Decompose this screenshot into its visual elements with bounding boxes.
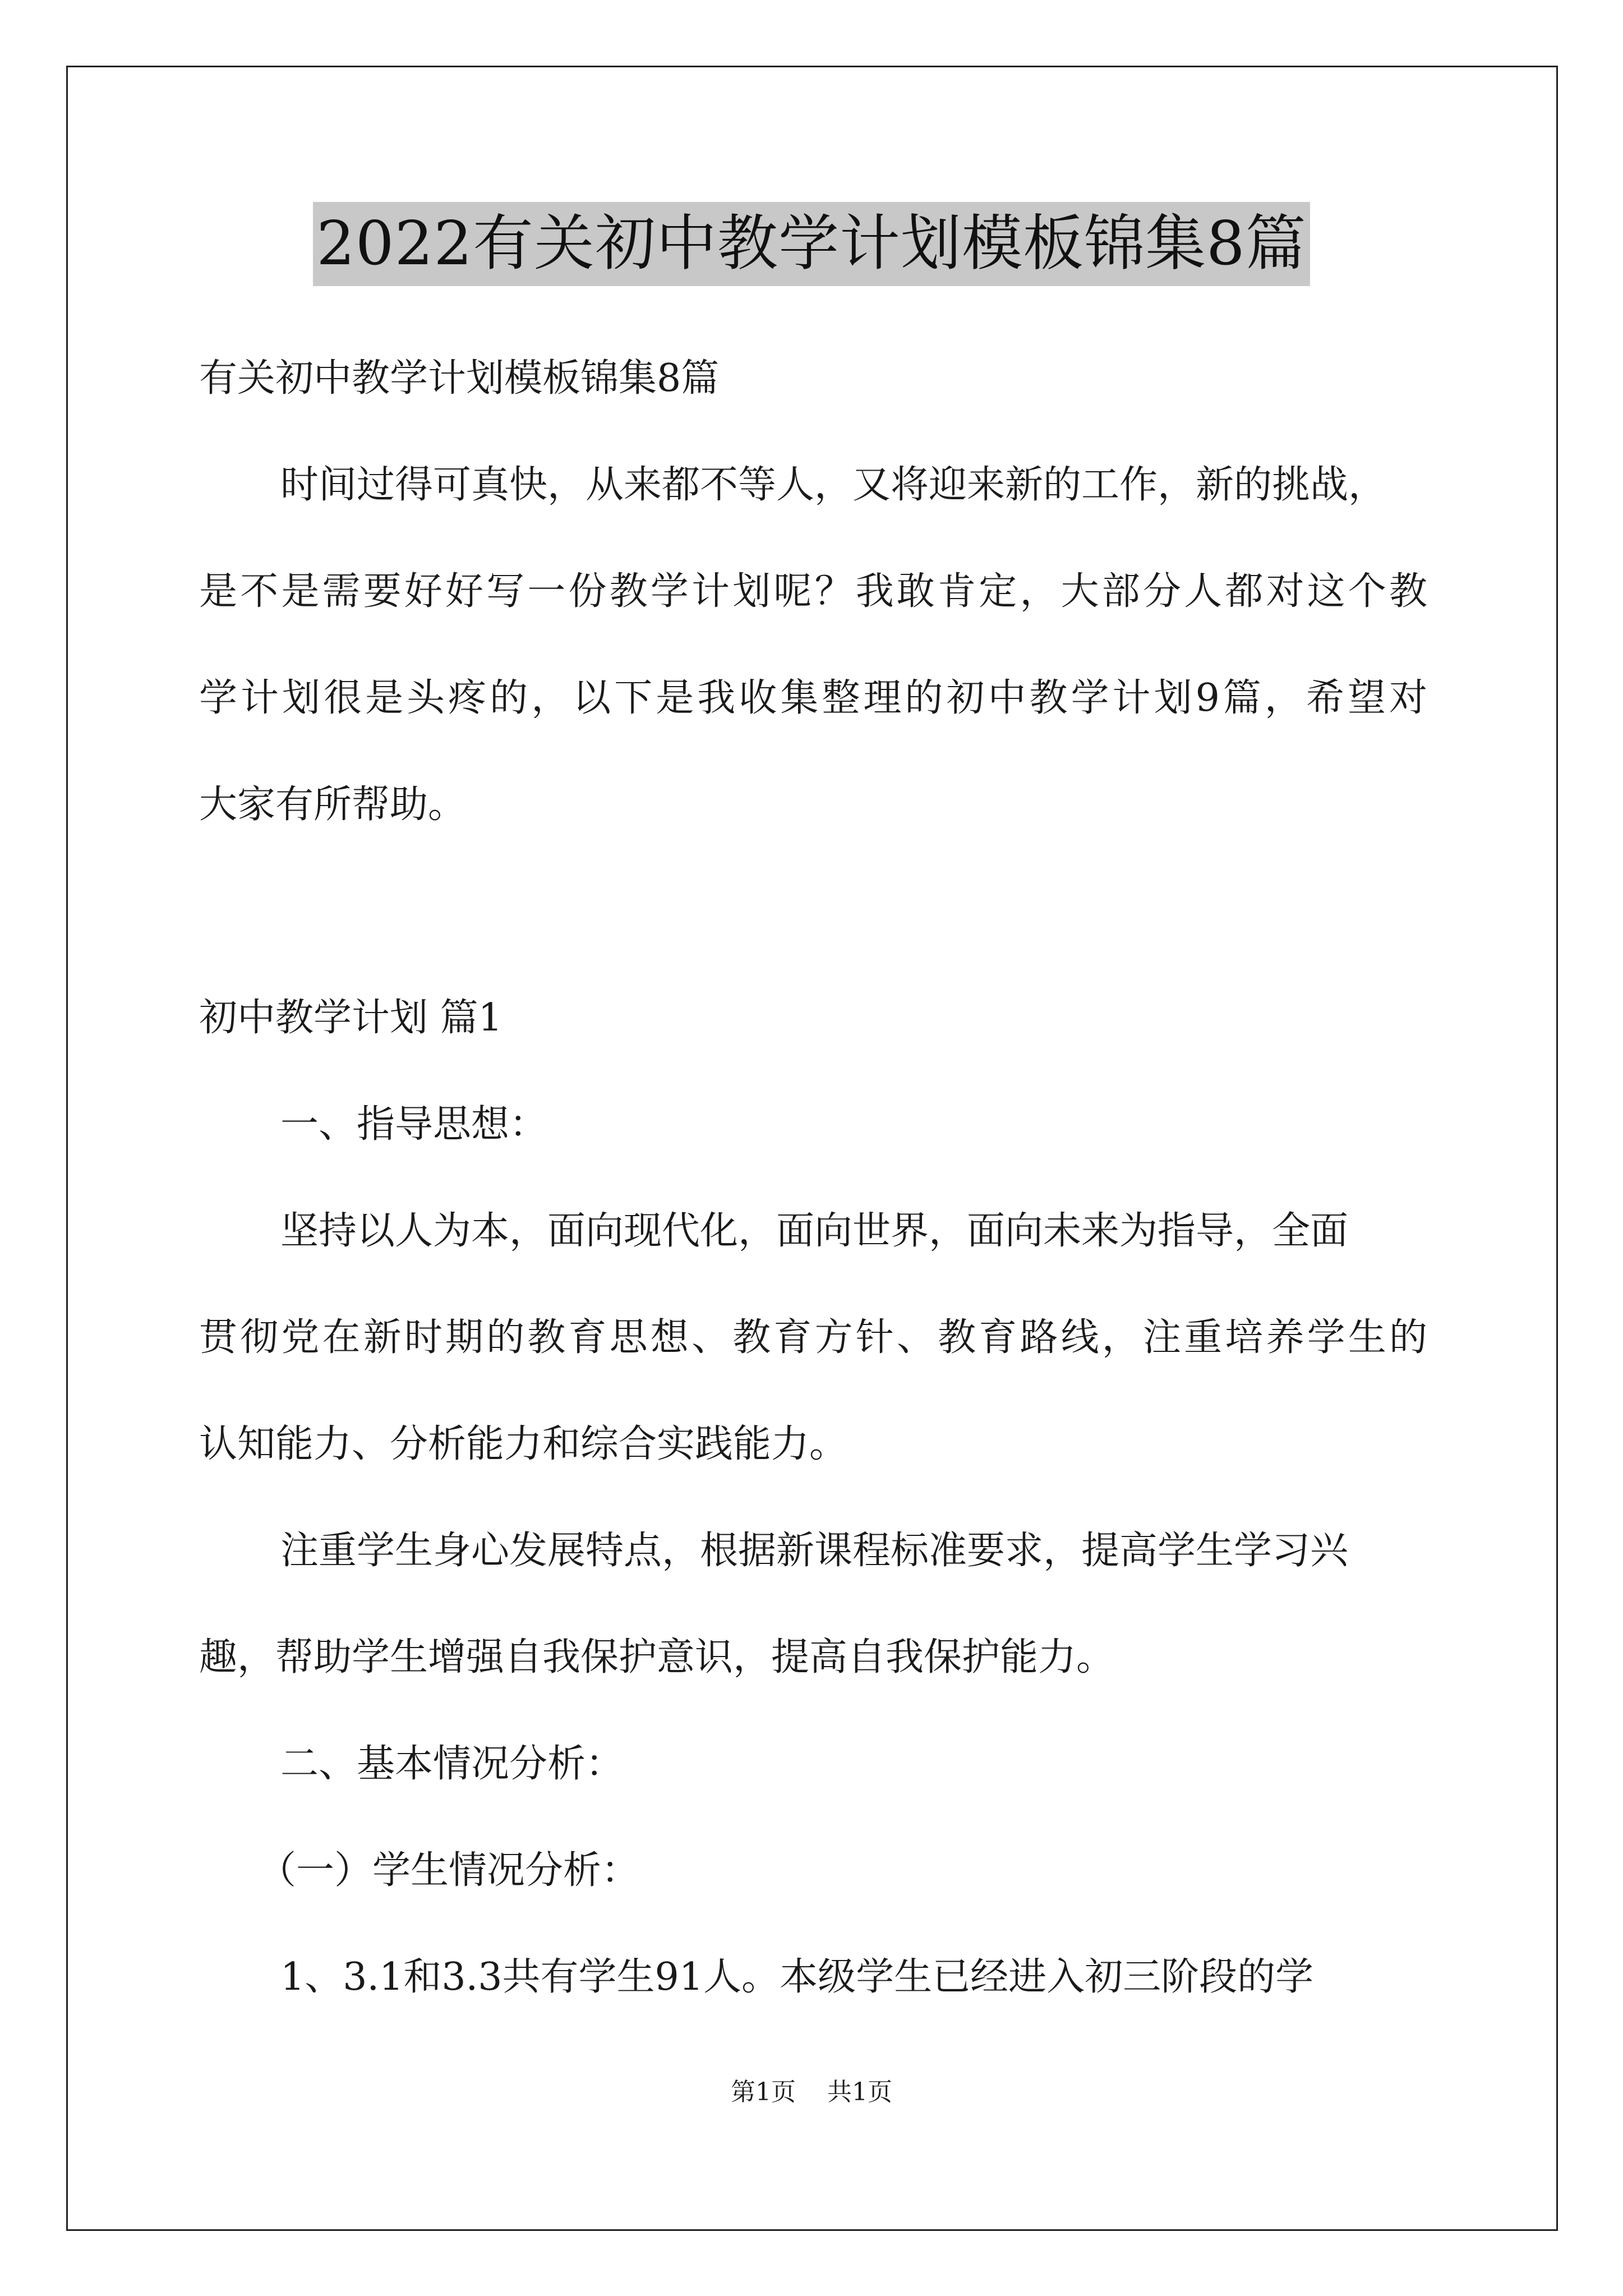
para-1-line-1: 坚持以人为本，面向现代化，面向世界，面向未来为指导，全面 <box>280 1209 1349 1253</box>
heading-student-analysis: （一）学生情况分析： <box>258 1848 640 1893</box>
para-1-line-3: 认知能力、分析能力和综合实践能力。 <box>199 1422 848 1466</box>
document-subtitle: 有关初中教学计划模板锦集8篇 <box>199 356 720 401</box>
section-heading: 初中教学计划 篇1 <box>199 996 502 1040</box>
para-2-line-1: 注重学生身心发展特点，根据新课程标准要求，提高学生学习兴 <box>280 1529 1349 1573</box>
heading-guiding-ideology: 一、指导思想： <box>280 1102 548 1147</box>
intro-line-4: 大家有所帮助。 <box>199 783 467 827</box>
page-footer: 第1页 共1页 <box>731 2078 892 2106</box>
heading-basic-analysis: 二、基本情况分析： <box>280 1742 624 1786</box>
title-container <box>0 202 1623 286</box>
intro-line-3: 学计划很是头疼的，以下是我收集整理的初中教学计划9篇，希望对 <box>199 676 1427 720</box>
document-title: 2022有关初中教学计划模板锦集8篇 <box>313 202 1310 286</box>
para-1-line-2: 贯彻党在新时期的教育思想、教育方针、教育路线，注重培养学生的 <box>199 1315 1427 1360</box>
intro-line-1: 时间过得可真快，从来都不等人，又将迎来新的工作，新的挑战， <box>280 463 1387 507</box>
intro-line-2: 是不是需要好好写一份教学计划呢？我敢肯定，大部分人都对这个教 <box>199 569 1427 614</box>
para-2-line-2: 趣，帮助学生增强自我保护意识，提高自我保护能力。 <box>199 1635 1115 1680</box>
para-3-line-1: 1、3.1和3.3共有学生91人。本级学生已经进入初三阶段的学 <box>280 1955 1314 1999</box>
